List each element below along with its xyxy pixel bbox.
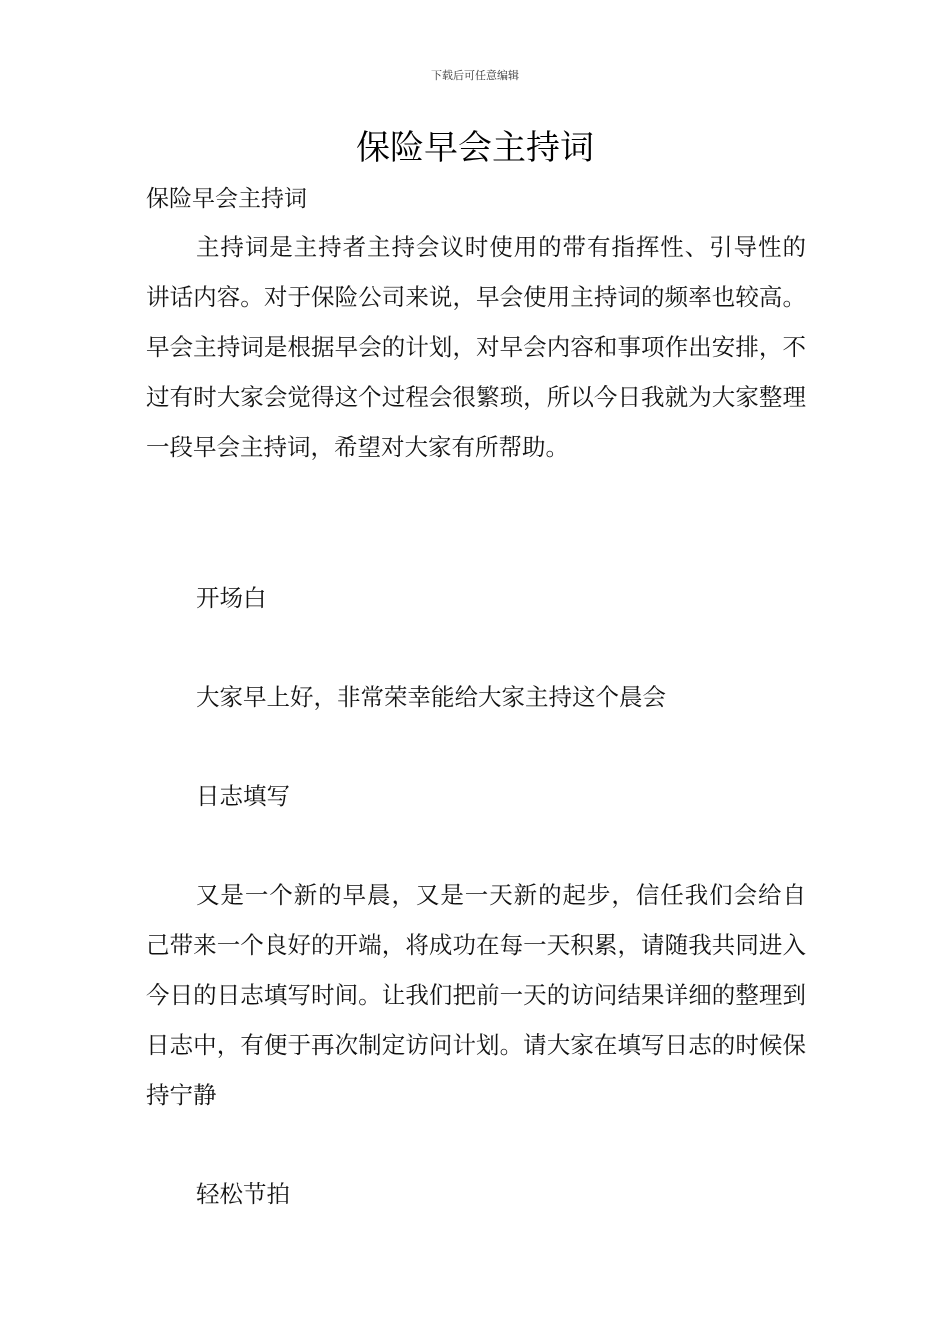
section-heading-opening: 开场白 — [196, 584, 267, 612]
document-title: 保险早会主持词 — [356, 128, 594, 168]
log-paragraph: 又是一个新的早晨，又是一天新的起步，信任我们会给自己带来一个良好的开端，将成功在每一天积累，请随我共同进入今日的日志填写时间。让我们把前一天的访问结果详细的整理到日志中，有便于再次制定访问计划。请大家在填写日志的时候保持宁静 — [146, 881, 806, 1109]
intro-paragraph: 主持词是主持者主持会议时使用的带有指挥性、引导性的讲话内容。对于保险公司来说，早会使用主持词的频率也较高。早会主持词是根据早会的计划，对早会内容和事项作出安排，不过有时大家会觉得这个过程会很繁琐，所以今日我就为大家整理一段早会主持词，希望对大家有所帮助。 — [146, 233, 806, 461]
section-heading-rhythm: 轻松节拍 — [196, 1180, 290, 1208]
section-heading-log: 日志填写 — [196, 782, 290, 810]
opening-line: 大家早上好，非常荣幸能给大家主持这个晨会 — [196, 683, 666, 711]
header-note: 下载后可任意编辑 — [431, 69, 519, 82]
document-subtitle: 保险早会主持词 — [146, 186, 307, 212]
